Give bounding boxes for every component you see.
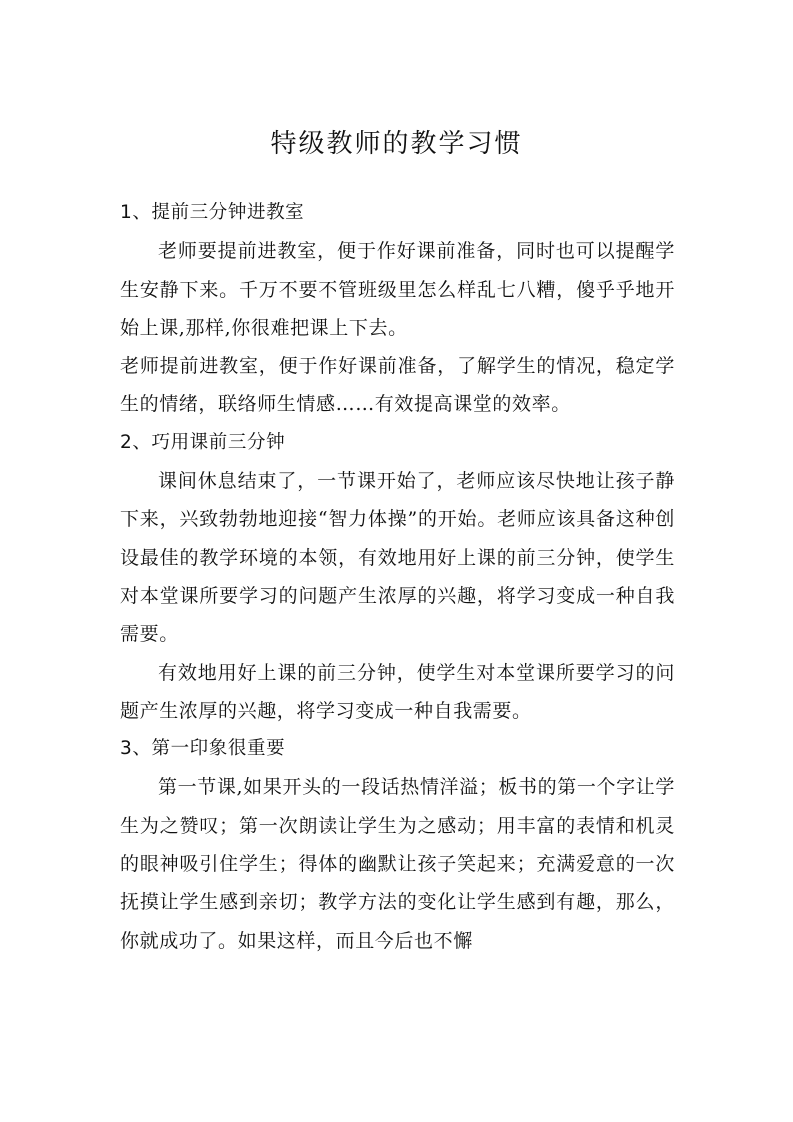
paragraph-1: 老师要提前进教室，便于作好课前准备，同时也可以提醒学生安静下来。千万不要不管班级里怎么样乱七八糟，傻乎乎地开始上课,那样,你很难把课上下去。 xyxy=(120,240,675,339)
section-heading-3: 3、第一印象很重要 xyxy=(120,738,286,760)
section-heading-1: 1、提前三分钟进教室 xyxy=(120,202,305,223)
document-title: 特级教师的教学习惯 xyxy=(270,129,523,159)
document-body xyxy=(120,194,675,960)
paragraph-4: 有效地用好上课的前三分钟，使学生对本堂课所要学习的问题产生浓厚的兴趣，将学习变成一种自我需要。 xyxy=(120,661,675,722)
paragraph-3: 课间休息结束了，一节课开始了，老师应该尽快地让孩子静下来，兴致勃勃地迎接“智力体操”的开始。老师应该具备这种创设最佳的教学环境的本领，有效地用好上课的前三分钟，使学生对本堂课所要学习的问题产生浓厚的兴趣，将学习变成一种自我需要。 xyxy=(120,470,675,646)
paragraph-5: 第一节课,如果开头的一段话热情洋溢；板书的第一个字让学生为之赞叹；第一次朗读让学生为之感动；用丰富的表情和机灵的眼神吸引住学生；得体的幽默让孩子笑起来；充满爱意的一次抚摸让学生感到亲切；教学方法的变化让学生感到有趣，那么，你就成功了。如果这样，而且今后也不懈 xyxy=(120,776,675,952)
paragraph-2: 老师提前进教室，便于作好课前准备，了解学生的情况，稳定学生的情绪，联络师生情感……有效提高课堂的效率。 xyxy=(120,355,675,416)
section-heading-2: 2、巧用课前三分钟 xyxy=(120,431,286,453)
